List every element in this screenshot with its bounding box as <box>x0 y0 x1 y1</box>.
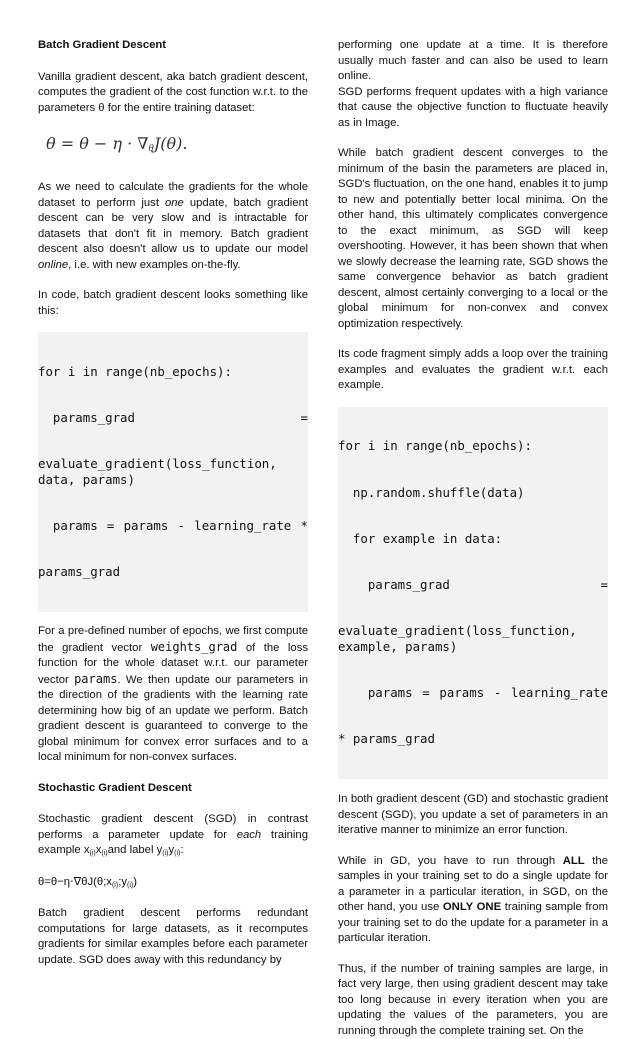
paragraph-sgd-redundancy: Batch gradient descent performs redundant computations for large datasets, as it recomputes gradients for similar examples before each parameter update. SGD does away with this redundancy by <box>38 907 308 966</box>
text-span: ;y <box>118 875 127 888</box>
text-span: Stochastic gradient descent (SGD) in contrast performs a parameter update for <box>38 813 308 841</box>
inline-code-weights-grad: weights_grad <box>150 639 238 654</box>
text-span: While in GD, you have to run through <box>338 854 563 867</box>
code-token: = <box>600 576 608 592</box>
paragraph-all-vs-one <box>338 854 608 947</box>
text-span: training sample from your training set to do the update for a parameter in a particular iteration. <box>338 901 608 945</box>
subscript: (i) <box>101 850 108 858</box>
code-token: = <box>422 684 430 700</box>
code-line: evaluate_gradient(loss_function, data, params) <box>38 456 285 487</box>
formula-sub: θ <box>148 144 154 154</box>
formula-sgd-update <box>38 875 308 891</box>
emphasis-all: ALL <box>562 854 585 867</box>
text-span: x <box>95 844 102 857</box>
text-span: y <box>168 844 175 857</box>
subscript: (i) <box>89 850 96 858</box>
text-span: update, batch gradient descent can be very slow and is intractable for datasets that don't fit in memory. Batch gradient descent also doesn't allow us to update our model <box>38 196 308 255</box>
text-span: θ=θ−η⋅∇θJ(θ;x <box>38 875 112 888</box>
code-token: = <box>300 410 308 426</box>
code-token: - <box>177 517 186 533</box>
code-line: for i in range(nb_epochs): <box>38 363 232 379</box>
section-heading-batch-gd: Batch Gradient Descent <box>38 39 167 51</box>
code-line: evaluate_gradient(loss_function, example, params) <box>338 623 585 654</box>
formula-end: . <box>182 134 188 153</box>
formula-rhs: J(θ) <box>153 134 183 153</box>
emphasis-one: one <box>164 196 184 209</box>
paragraph-sgd-code-intro: Its code fragment simply adds a loop over the training examples and evaluates the gradient w.r.t. each example. <box>338 348 608 391</box>
code-token: params_grad <box>38 410 135 426</box>
code-token: learning_rate <box>511 684 608 700</box>
subscript: (i) <box>162 850 169 858</box>
paragraph-large-samples: Thus, if the number of training samples are large, in fact very large, then using gradient descent may take too long because in every iteration when you are updating the values of the parameters, you are running through the complete training set. On the <box>338 962 608 1037</box>
paragraph-bgd-slow <box>38 180 308 273</box>
text-span: . We then update our parameters in the direction of the gradients with the learning rate determining how big of an update we perform. Batch gradient descent is guaranteed to converge to the global minimum for convex error surfaces and to a local minimum for non-convex surfaces. <box>38 673 308 764</box>
left-column <box>38 38 308 968</box>
formula-lhs: θ = θ − η · ∇ <box>46 134 149 153</box>
code-token: params <box>38 517 98 533</box>
code-token: params <box>123 517 169 533</box>
text-span: the samples in your training set to do a single update for a parameter in a particular iteration, in SGD, on the other hand, you use <box>338 854 608 914</box>
code-line: for i in range(nb_epochs): <box>338 438 532 454</box>
code-block-batch-gd <box>38 332 308 612</box>
code-line: * params_grad <box>338 731 435 747</box>
paragraph-bgd-intro: Vanilla gradient descent, aka batch gradient descent, computes the gradient of the cost function w.r.t. to the parameters θ for the entire training dataset: <box>38 70 308 114</box>
code-line: np.random.shuffle(data) <box>338 484 525 500</box>
emphasis-each: each <box>236 828 262 841</box>
paragraph-gd-vs-sgd: In both gradient descent (GD) and stochastic gradient descent (SGD), you update a set of parameters in an iterative manner to minimize an error function. <box>338 793 608 837</box>
code-line <box>38 518 308 533</box>
code-token: = <box>106 517 115 533</box>
code-token: params_grad <box>338 576 450 592</box>
paragraph-bgd-explanation <box>38 624 308 766</box>
text-span: and label y <box>107 844 163 857</box>
paragraph-bgd-code-intro: In code, batch gradient descent looks something like this: <box>38 289 308 317</box>
paragraph-sgd-intro <box>38 812 308 859</box>
paragraph-sgd-convergence: While batch gradient descent converges to the minimum of the basin the parameters are placed in, SGD's fluctuation, on the one hand, enables it to jump to new and potentially better local minima. On the other hand, this ultimately complicates convergence to the exact minimum, as SGD will keep overshooting. However, it has been shown that when we slowly decrease the learning rate, SGD shows the same convergence behavior as batch gradient descent, almost certainly converging to a local or the global minimum for non-convex and convex optimization respectively. <box>338 147 608 330</box>
code-line <box>338 577 608 592</box>
paragraph-sgd-variance: SGD performs frequent updates with a high variance that cause the objective function to fluctuate heavily as in Image. <box>338 85 608 129</box>
code-token: params <box>439 684 485 700</box>
paragraph-sgd-faster: performing one update at a time. It is therefore usually much faster and can also be used to learn online. <box>338 39 608 82</box>
code-block-sgd <box>338 407 608 780</box>
inline-code-params: params <box>74 671 118 686</box>
text-span: training example x <box>38 828 308 857</box>
text-span: of the loss function for the whole dataset w.r.t. our parameter vector <box>38 641 308 686</box>
right-column <box>338 38 608 1039</box>
section-heading-sgd: Stochastic Gradient Descent <box>38 781 192 794</box>
code-token: params <box>338 684 413 700</box>
subscript: (i) <box>126 881 134 889</box>
code-line: for example in data: <box>338 530 503 546</box>
text-span: For a pre-defined number of epochs, we first compute the gradient vector <box>38 625 308 654</box>
text-span: As we need to calculate the gradients for the whole dataset to perform just <box>38 181 308 209</box>
code-token: - <box>493 684 502 700</box>
subscript: (i) <box>111 881 119 889</box>
text-span: ) <box>133 875 137 888</box>
code-line: params_grad <box>38 564 121 580</box>
text-span: : <box>180 844 184 857</box>
emphasis-online: online <box>38 258 69 271</box>
code-line <box>38 410 308 425</box>
code-token: * <box>300 517 308 533</box>
subscript: (i) <box>174 850 181 858</box>
emphasis-only-one: ONLY ONE <box>442 901 502 914</box>
code-token: learning_rate <box>194 517 292 533</box>
formula-batch-update <box>38 134 308 154</box>
text-span: , i.e. with new examples on-the-fly. <box>68 258 241 271</box>
code-line <box>338 685 608 700</box>
